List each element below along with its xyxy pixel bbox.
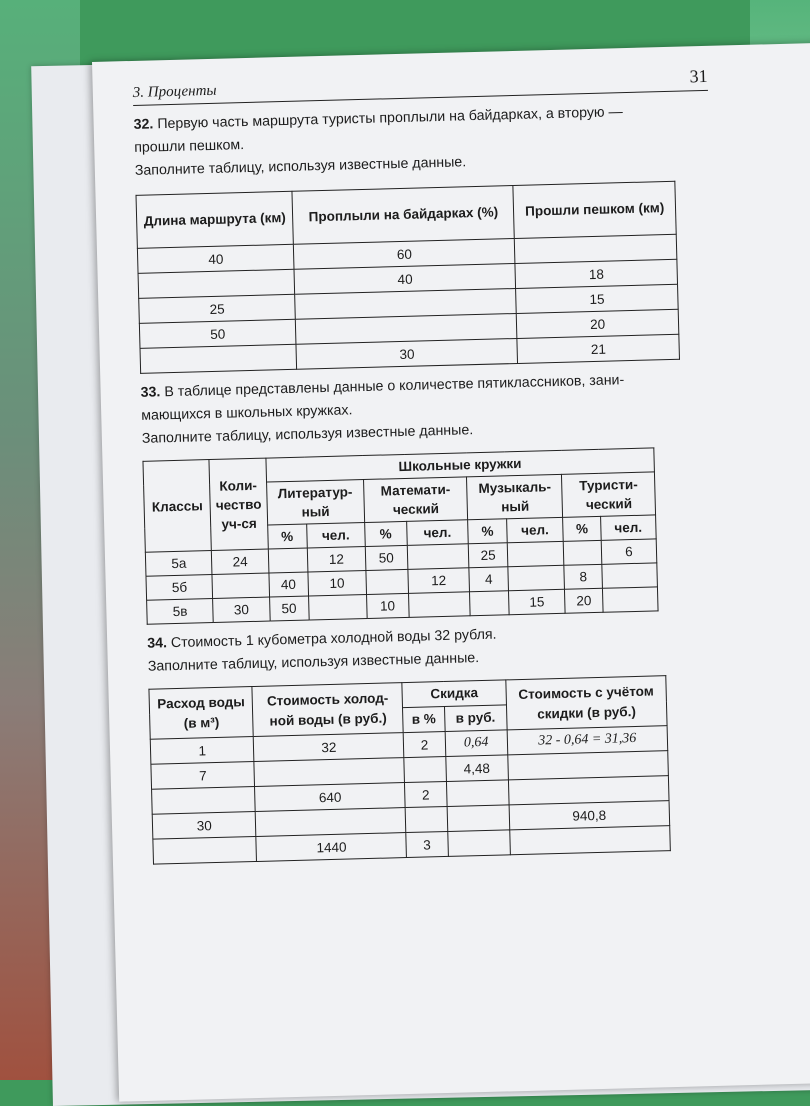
column-header: Расход воды (в м³) bbox=[149, 687, 254, 740]
table-cell: 5а bbox=[145, 551, 212, 577]
task-text: прошли пешком. bbox=[134, 137, 245, 156]
table-cell: 15 bbox=[516, 284, 678, 313]
sub-header: чел. bbox=[406, 520, 468, 546]
table-clubs bbox=[142, 447, 658, 624]
table-cell: 40 bbox=[137, 244, 294, 273]
club-header: Литератур-ный bbox=[266, 480, 364, 526]
task-instruction: Заполните таблицу, используя известные данные. bbox=[141, 422, 474, 447]
textbook-page bbox=[92, 43, 810, 1102]
table-cell: 60 bbox=[294, 238, 516, 269]
column-header: Проплыли на байдарках (%) bbox=[292, 186, 514, 245]
table-cell bbox=[509, 826, 670, 855]
table-cell: 24 bbox=[212, 549, 269, 574]
task-32 bbox=[133, 99, 710, 183]
column-header: Длина маршрута (км) bbox=[136, 191, 294, 248]
table-cell bbox=[507, 541, 564, 566]
table-cell: 50 bbox=[365, 545, 407, 570]
table-cell: 15 bbox=[508, 589, 565, 614]
table-cell: 1 bbox=[150, 737, 254, 765]
table-cell: 8 bbox=[564, 564, 602, 589]
task-text: мающихся в школьных кружках. bbox=[141, 402, 353, 424]
table-cell: 12 bbox=[307, 547, 366, 573]
table-cell bbox=[366, 569, 408, 594]
sub-header: % bbox=[267, 524, 307, 549]
task-instruction: Заполните таблицу, используя известные данные. bbox=[147, 650, 480, 675]
table-cell bbox=[446, 780, 509, 807]
page-header bbox=[133, 66, 708, 106]
column-header: Коли-чество уч-ся bbox=[209, 458, 268, 550]
table-cell: 12 bbox=[407, 568, 469, 594]
table-cell bbox=[140, 344, 297, 373]
table-cell: 2 bbox=[403, 731, 445, 757]
table-cell: 32 bbox=[254, 733, 405, 762]
table-cell bbox=[404, 756, 446, 782]
table-cell: 25 bbox=[139, 294, 296, 323]
table-cell: 20 bbox=[517, 309, 679, 338]
task-text: Стоимость 1 кубометра холодной воды 32 рубля. bbox=[170, 626, 497, 652]
table-route bbox=[135, 181, 680, 374]
table-cell: 25 bbox=[469, 543, 508, 568]
table-cell bbox=[268, 548, 308, 573]
table-cell: 6 bbox=[601, 539, 657, 564]
table-cell bbox=[407, 544, 469, 570]
table-cell: 640 bbox=[255, 783, 406, 812]
column-header: Скидка bbox=[402, 680, 506, 708]
club-header: Математи-ческий bbox=[363, 477, 468, 523]
sub-header: % bbox=[365, 521, 407, 546]
table-cell bbox=[508, 565, 565, 590]
table-cell: 10 bbox=[308, 571, 367, 597]
column-header: Классы bbox=[143, 460, 212, 553]
page-content bbox=[133, 66, 728, 865]
sub-header: чел. bbox=[506, 517, 563, 542]
task-33 bbox=[140, 367, 717, 451]
task-number: 34. bbox=[147, 635, 168, 652]
table-cell bbox=[308, 594, 367, 620]
table-cell: 20 bbox=[565, 588, 603, 613]
table-cell: 5в bbox=[147, 599, 214, 625]
table-cell: 7 bbox=[151, 761, 255, 789]
table-cell: 40 bbox=[294, 263, 516, 294]
sub-header: в % bbox=[403, 707, 445, 733]
task-number: 33. bbox=[140, 384, 161, 401]
table-cell bbox=[212, 573, 269, 598]
task-34 bbox=[147, 618, 723, 679]
table-cell: 50 bbox=[139, 319, 296, 348]
column-header: Стоимость холод-ной воды (в руб.) bbox=[252, 683, 403, 737]
task-text: Первую часть маршрута туристы проплыли на байдарках, а вторую — bbox=[157, 104, 623, 133]
task-text: В таблице представлены данные о количестве пятиклассников, зани- bbox=[164, 372, 625, 401]
table-cell bbox=[152, 786, 256, 814]
column-header: Стоимость с учётом скидки (в руб.) bbox=[506, 676, 668, 730]
table-cell: 4,48 bbox=[445, 755, 508, 782]
table-cell: 1440 bbox=[256, 833, 407, 862]
column-header: Прошли пешком (км) bbox=[513, 181, 676, 238]
club-header: Музыкаль-ный bbox=[467, 474, 563, 519]
chapter-title: 3. Проценты bbox=[132, 82, 217, 101]
table-cell bbox=[405, 806, 447, 832]
table-cell: 3 bbox=[406, 831, 448, 857]
table-cell: 30 bbox=[296, 338, 518, 369]
group-header: Школьные кружки bbox=[266, 448, 655, 482]
table-cell: 10 bbox=[366, 593, 408, 618]
table-water bbox=[148, 675, 670, 864]
sub-header: в руб. bbox=[444, 705, 507, 732]
table-cell: 2 bbox=[405, 781, 447, 807]
sub-header: чел. bbox=[306, 523, 365, 549]
table-cell: 50 bbox=[269, 596, 309, 621]
table-cell: 40 bbox=[269, 572, 309, 597]
table-cell: 4 bbox=[469, 567, 508, 592]
table-cell bbox=[602, 563, 658, 588]
table-cell: 32 - 0,64 = 31,36 bbox=[507, 726, 668, 755]
task-instruction: Заполните таблицу, используя известные данные. bbox=[134, 154, 467, 179]
table-cell: 18 bbox=[515, 259, 677, 288]
task-number: 32. bbox=[133, 116, 154, 133]
table-cell: 30 bbox=[213, 597, 270, 622]
table-cell bbox=[153, 836, 257, 864]
table-cell bbox=[470, 591, 509, 616]
table-cell bbox=[447, 830, 510, 857]
sub-header: % bbox=[468, 519, 507, 544]
table-cell: 940,8 bbox=[509, 801, 670, 830]
club-header: Туристи-ческий bbox=[562, 472, 656, 517]
table-cell: 30 bbox=[152, 811, 256, 839]
table-cell: 0,64 bbox=[445, 730, 508, 757]
sub-header: % bbox=[563, 516, 601, 541]
table-cell: 21 bbox=[517, 334, 679, 363]
table-cell bbox=[447, 805, 510, 832]
table-cell bbox=[602, 587, 658, 612]
sub-header: чел. bbox=[600, 515, 656, 540]
table-cell bbox=[408, 592, 470, 618]
table-cell: 5б bbox=[146, 575, 213, 601]
table-cell bbox=[564, 540, 602, 565]
page-number: 31 bbox=[689, 65, 708, 87]
